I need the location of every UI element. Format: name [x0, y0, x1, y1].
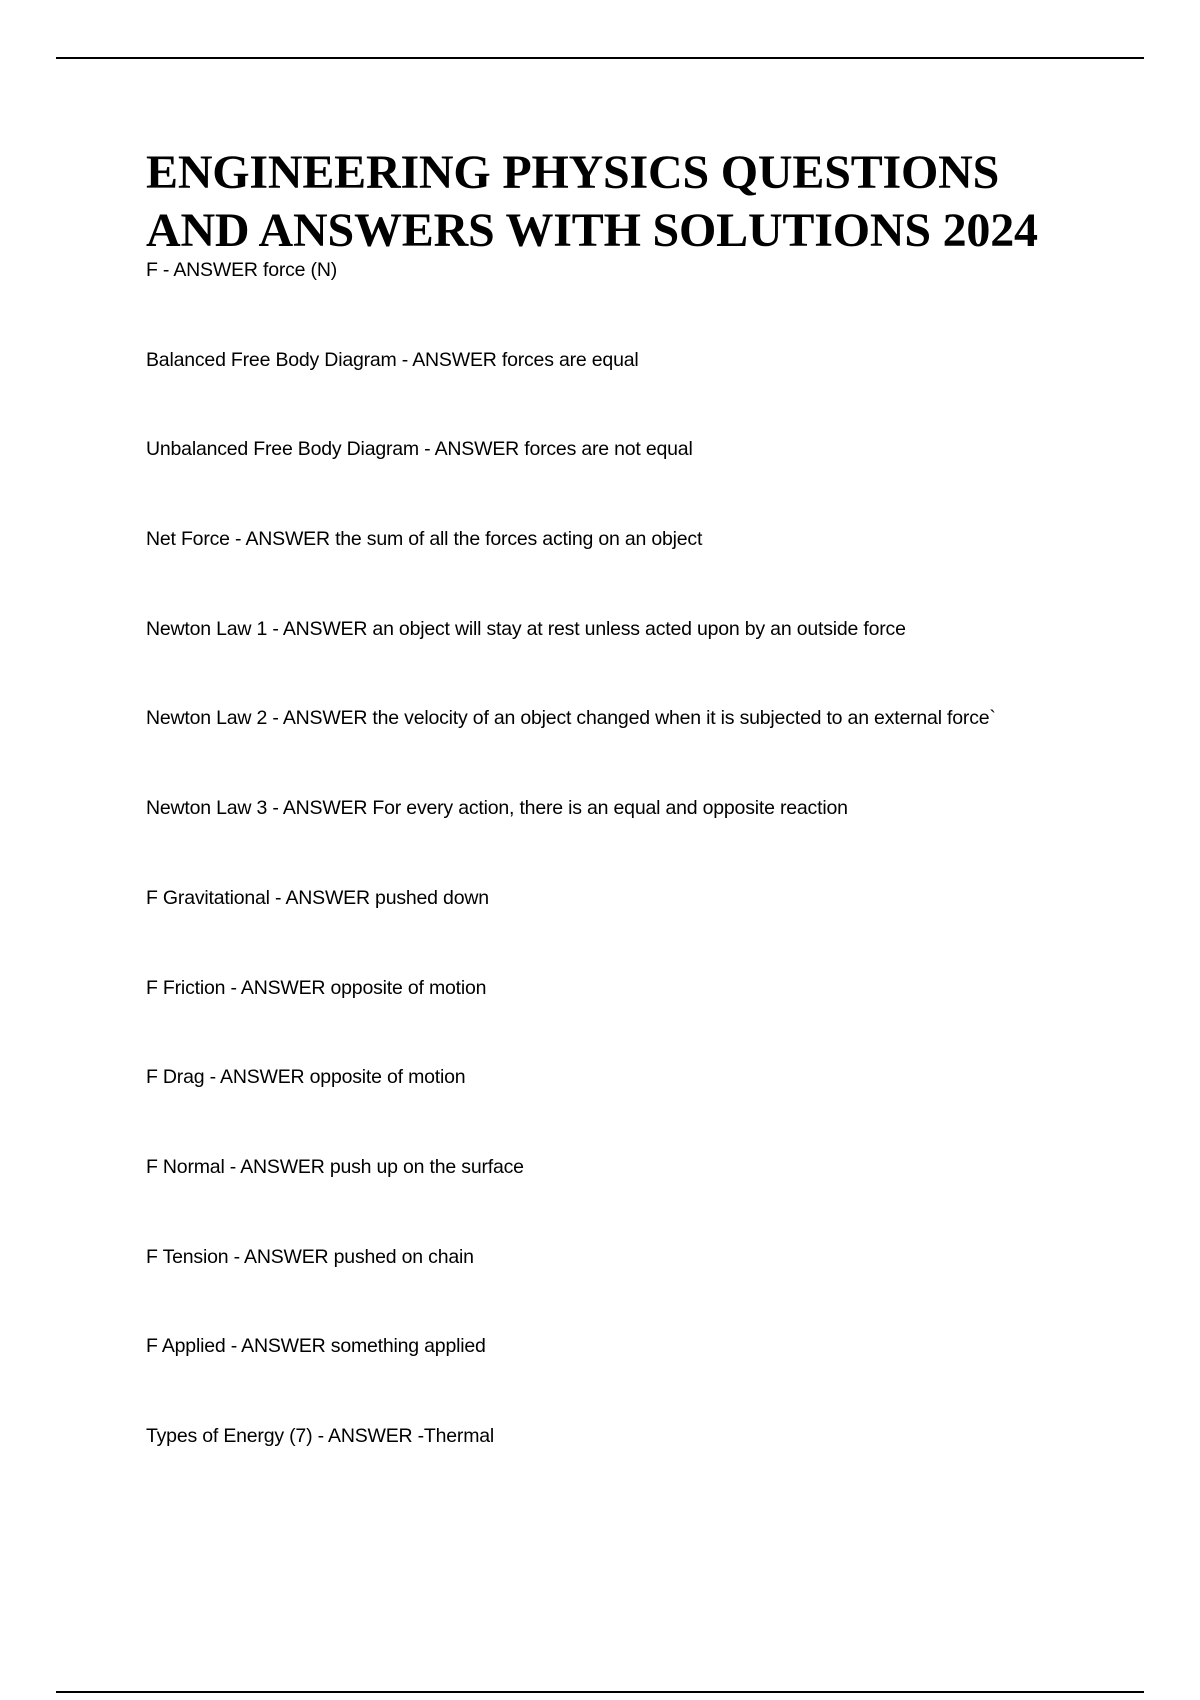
qa-list: [146, 255, 996, 1511]
qa-item: F Normal - ANSWER push up on the surface: [146, 1155, 524, 1178]
qa-item: Newton Law 1 - ANSWER an object will stay at rest unless acted upon by an outside force: [146, 617, 906, 640]
title-line-1: ENGINEERING PHYSICS QUESTIONS: [146, 146, 1000, 199]
footer-rule: [56, 1691, 1144, 1693]
qa-item: Types of Energy (7) - ANSWER -Thermal: [146, 1424, 495, 1447]
qa-item: F Drag - ANSWER opposite of motion: [146, 1066, 466, 1089]
qa-item: F Friction - ANSWER opposite of motion: [146, 976, 487, 999]
qa-item: F Gravitational - ANSWER pushed down: [146, 886, 489, 909]
qa-item: Unbalanced Free Body Diagram - ANSWER forces are not equal: [146, 438, 693, 461]
qa-item: F - ANSWER force (N): [146, 259, 338, 281]
document-title: [146, 144, 1146, 260]
header-rule: [56, 57, 1144, 59]
qa-item: F Applied - ANSWER something applied: [146, 1335, 486, 1358]
qa-item: Newton Law 2 - ANSWER the velocity of an object changed when it is subjected to an external force`: [146, 707, 996, 730]
qa-item: F Tension - ANSWER pushed on chain: [146, 1245, 474, 1268]
qa-item: Net Force - ANSWER the sum of all the forces acting on an object: [146, 528, 703, 551]
qa-item: Newton Law 3 - ANSWER For every action, there is an equal and opposite reaction: [146, 797, 848, 820]
title-line-2: AND ANSWERS WITH SOLUTIONS 2024: [146, 204, 1038, 257]
qa-item: Balanced Free Body Diagram - ANSWER forces are equal: [146, 348, 639, 371]
